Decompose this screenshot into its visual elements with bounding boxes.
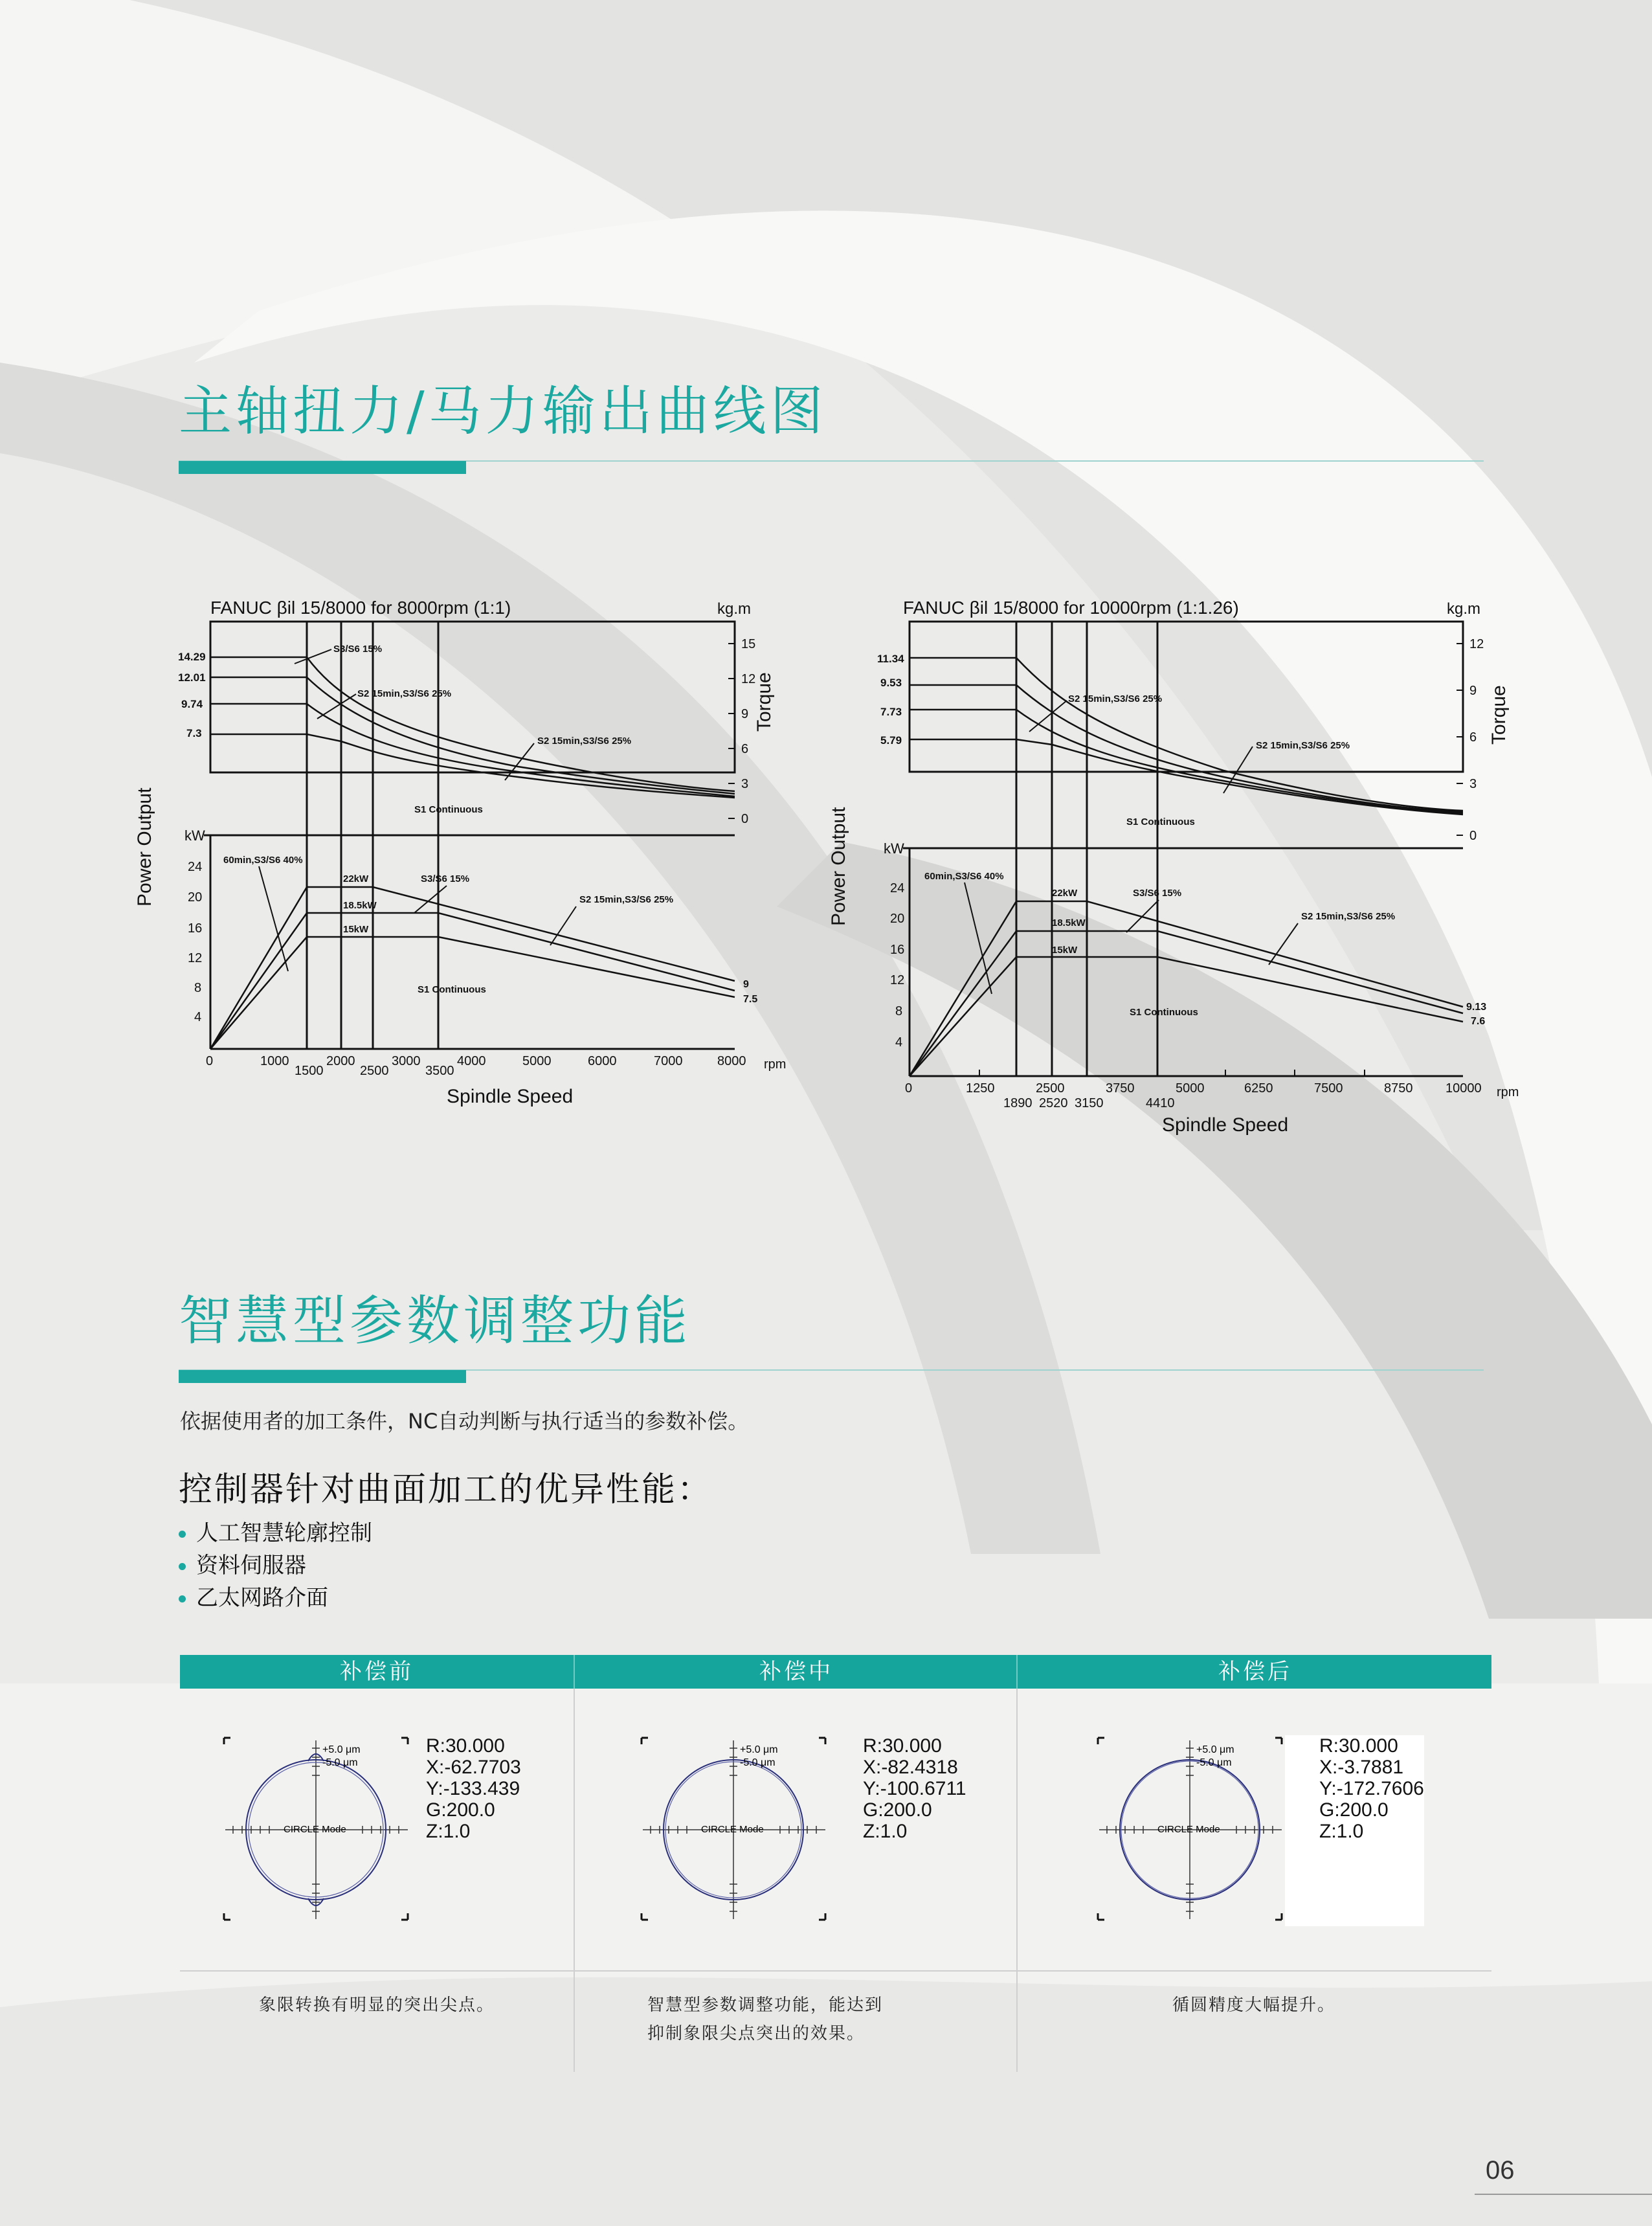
power-tick: 20 [188, 890, 203, 905]
readout-z: Z:1.0 [426, 1821, 471, 1842]
torque-left-value: 12.01 [178, 671, 206, 684]
torque-unit: kg.m [1447, 600, 1481, 618]
readout-g: G:200.0 [426, 1799, 495, 1821]
x-tick-extra: 2520 [1039, 1096, 1068, 1110]
x-tick: 1000 [260, 1054, 289, 1068]
power-curve-label: S3/S6 15% [1133, 888, 1182, 899]
torque-left-value: 9.74 [181, 698, 203, 710]
readout-x: X:-3.7881 [1319, 1757, 1404, 1778]
mode-label: CIRCLE Mode [1157, 1824, 1220, 1835]
coordinate-readout [1319, 1735, 1424, 1842]
section-title-smart-tuning: 智慧型参数调整功能 [179, 1290, 692, 1352]
power-curve-label: 18.5kW [1052, 917, 1086, 928]
power-unit: kW [884, 840, 904, 857]
scale-plus-label: +5.0 μm [1196, 1744, 1234, 1755]
x-tick: 6250 [1244, 1081, 1273, 1096]
torque-left-value: 14.29 [178, 651, 206, 663]
torque-left-value: 5.79 [880, 734, 902, 747]
torque-axis-label: Torque [1488, 685, 1510, 745]
page-number: 06 [1486, 2156, 1515, 2185]
power-curve-label: S1 Continuous [418, 984, 486, 995]
power-tick: 4 [895, 1035, 903, 1050]
mode-label: CIRCLE Mode [701, 1824, 764, 1835]
circle-plot-before [220, 1735, 414, 1923]
torque-left-value: 7.73 [880, 706, 902, 718]
power-tick: 8 [194, 981, 202, 995]
scale-minus-label: -5.0 μm [322, 1757, 358, 1768]
table-column-divider [574, 1689, 575, 2072]
torque-curve-label: S2 15min,S3/S6 25% [1068, 693, 1163, 704]
scale-plus-label: +5.0 μm [740, 1744, 778, 1755]
power-tick: 12 [890, 973, 905, 987]
end-value: 7.6 [1471, 1016, 1486, 1027]
torque-power-chart-8000rpm [129, 583, 803, 1120]
caption-line: 循圆精度大幅提升。 [1172, 1996, 1335, 2015]
scale-minus-label: -5.0 μm [1196, 1757, 1232, 1768]
torque-tick: 3 [1469, 777, 1477, 791]
chart-header: FANUC βil 15/8000 for 8000rpm (1:1) [210, 598, 511, 618]
readout-g: G:200.0 [863, 1799, 932, 1821]
readout-x: X:-82.4318 [863, 1757, 958, 1778]
power-curve-label: S1 Continuous [1130, 1007, 1198, 1018]
column-header-during: 补偿中 [574, 1655, 1018, 1689]
readout-z: Z:1.0 [1319, 1821, 1364, 1842]
power-tick: 20 [890, 912, 905, 926]
caption-during [647, 1991, 1010, 2048]
x-tick: 0 [206, 1054, 214, 1068]
mode-label: CIRCLE Mode [284, 1824, 346, 1835]
x-tick-extra: 1500 [295, 1064, 324, 1078]
torque-tick: 9 [741, 707, 749, 721]
torque-tick: 12 [1469, 637, 1484, 651]
column-header-after: 补偿后 [1016, 1655, 1493, 1689]
circle-test-panel-before [220, 1735, 557, 1923]
subheading: 控制器针对曲面加工的优异性能： [179, 1470, 713, 1509]
readout-y: Y:-100.6711 [863, 1778, 966, 1799]
bullet-label: 人工智慧轮廓控制 [196, 1520, 372, 1546]
coordinate-readout [863, 1735, 966, 1842]
caption-before [180, 1991, 574, 2019]
comparison-table-header [180, 1655, 1491, 1689]
readout-r: R:30.000 [426, 1735, 505, 1757]
torque-tick: 15 [741, 637, 756, 651]
power-tick: 24 [890, 881, 905, 895]
x-tick: 3750 [1106, 1081, 1135, 1096]
torque-tick: 0 [1469, 829, 1477, 843]
torque-tick: 12 [741, 672, 756, 686]
torque-tick: 3 [741, 777, 749, 791]
chart-header: FANUC βil 15/8000 for 10000rpm (1:1.26) [903, 598, 1239, 618]
x-tick: 7500 [1314, 1081, 1343, 1096]
power-tick: 12 [188, 951, 203, 965]
bullet-dot-icon [179, 1563, 186, 1570]
x-tick-extra: 1890 [1003, 1096, 1032, 1110]
title-accent-bar [179, 1370, 466, 1383]
bullet-dot-icon [179, 1531, 186, 1538]
end-value: 9.13 [1466, 1002, 1487, 1013]
power-tick: 16 [890, 943, 905, 957]
x-tick: 8750 [1384, 1081, 1413, 1096]
x-tick: 10000 [1446, 1081, 1482, 1096]
caption-line: 智慧型参数调整功能，能达到 [647, 1996, 884, 2015]
power-curve-label: 22kW [1052, 888, 1078, 899]
bullet-dot-icon [179, 1595, 186, 1602]
end-value: 7.5 [743, 994, 758, 1005]
power-axis-label: Power Output [828, 807, 849, 926]
torque-tick: 6 [741, 742, 749, 756]
x-tick: 8000 [717, 1054, 746, 1068]
torque-curve-label: S1 Continuous [1126, 816, 1195, 827]
footer-rule [1475, 2194, 1652, 2195]
x-unit: rpm [1497, 1085, 1519, 1099]
x-tick: 0 [905, 1081, 913, 1096]
torque-curve-label: S2 15min,S3/S6 25% [1256, 740, 1350, 751]
x-unit: rpm [764, 1057, 787, 1072]
bullet-item [179, 1580, 328, 1612]
circle-test-panel-after [1094, 1735, 1431, 1923]
torque-curve-label: S3/S6 15% [333, 644, 383, 655]
caption-line: 象限转换有明显的突出尖点。 [258, 1996, 495, 2015]
x-tick: 7000 [654, 1054, 683, 1068]
torque-left-value: 11.34 [877, 653, 904, 665]
x-tick-extra: 3150 [1075, 1096, 1104, 1110]
torque-power-chart-10000rpm [822, 583, 1541, 1140]
x-axis-label: Spindle Speed [1162, 1114, 1289, 1136]
x-tick-extra: 3500 [425, 1064, 454, 1078]
power-curve-label: 15kW [343, 924, 369, 935]
power-unit: kW [184, 827, 205, 844]
power-curve-label: 18.5kW [343, 900, 377, 911]
x-tick-extra: 2500 [360, 1064, 389, 1078]
power-axis-label: Power Output [134, 787, 155, 906]
circle-test-panel-during [638, 1735, 1000, 1923]
torque-unit: kg.m [717, 600, 752, 618]
circle-plot-after [1094, 1735, 1288, 1923]
torque-axis-label: Torque [753, 672, 775, 732]
torque-curve-label: S2 15min,S3/S6 25% [537, 736, 632, 747]
torque-tick: 0 [741, 812, 749, 826]
torque-left-value: 9.53 [880, 677, 902, 689]
torque-curve-label: S2 15min,S3/S6 25% [357, 688, 452, 699]
x-tick: 5000 [522, 1054, 552, 1068]
readout-x: X:-62.7703 [426, 1757, 521, 1778]
coordinate-readout [426, 1735, 521, 1842]
bullet-item [179, 1515, 372, 1547]
scale-plus-label: +5.0 μm [322, 1744, 361, 1755]
intro-text: 依据使用者的加工条件，NC自动判断与执行适当的参数补偿。 [180, 1409, 749, 1433]
torque-tick: 9 [1469, 684, 1477, 698]
x-tick: 4000 [457, 1054, 486, 1068]
power-tick: 16 [188, 921, 203, 936]
x-tick: 1250 [966, 1081, 995, 1096]
column-header-before: 补偿前 [340, 1659, 414, 1685]
readout-r: R:30.000 [863, 1735, 942, 1757]
torque-left-value: 7.3 [186, 727, 202, 739]
x-tick: 2000 [326, 1054, 355, 1068]
end-value: 9 [743, 979, 749, 990]
power-curve-label: S3/S6 15% [421, 873, 470, 884]
power-curve-label: S2 15min,S3/S6 25% [579, 894, 674, 905]
power-curve-label: 22kW [343, 873, 369, 884]
table-row-divider [180, 1970, 1491, 1972]
readout-y: Y:-133.439 [426, 1778, 520, 1799]
power-curve-label: 15kW [1052, 945, 1078, 956]
torque-tick: 6 [1469, 730, 1477, 745]
readout-r: R:30.000 [1319, 1735, 1398, 1757]
readout-g: G:200.0 [1319, 1799, 1389, 1821]
x-tick: 6000 [588, 1054, 617, 1068]
x-tick: 2500 [1036, 1081, 1065, 1096]
power-tick: 8 [895, 1004, 903, 1018]
power-tick: 4 [194, 1010, 202, 1024]
bullet-item [179, 1547, 306, 1579]
x-axis-label: Spindle Speed [447, 1086, 574, 1107]
caption-line: 抑制象限尖点突出的效果。 [647, 2024, 865, 2043]
power-curve-label: 60min,S3/S6 40% [924, 871, 1004, 882]
bullet-label: 资料伺服器 [196, 1553, 306, 1579]
power-tick: 24 [188, 860, 203, 874]
x-tick: 5000 [1176, 1081, 1205, 1096]
x-tick-extra: 4410 [1146, 1096, 1175, 1110]
readout-z: Z:1.0 [863, 1821, 908, 1842]
section-title-torque: 主轴扭力/马力输出曲线图 [179, 381, 827, 442]
bullet-label: 乙太网路介面 [196, 1585, 328, 1611]
power-curve-label: S2 15min,S3/S6 25% [1301, 911, 1396, 922]
readout-y: Y:-172.7606 [1319, 1778, 1424, 1799]
x-tick: 3000 [392, 1054, 421, 1068]
torque-curve-label: S1 Continuous [414, 804, 483, 815]
scale-minus-label: -5.0 μm [740, 1757, 776, 1768]
circle-plot-during [638, 1735, 832, 1923]
caption-after [1016, 1991, 1491, 2019]
title-accent-bar [179, 461, 466, 474]
power-curve-label: 60min,S3/S6 40% [223, 855, 303, 866]
